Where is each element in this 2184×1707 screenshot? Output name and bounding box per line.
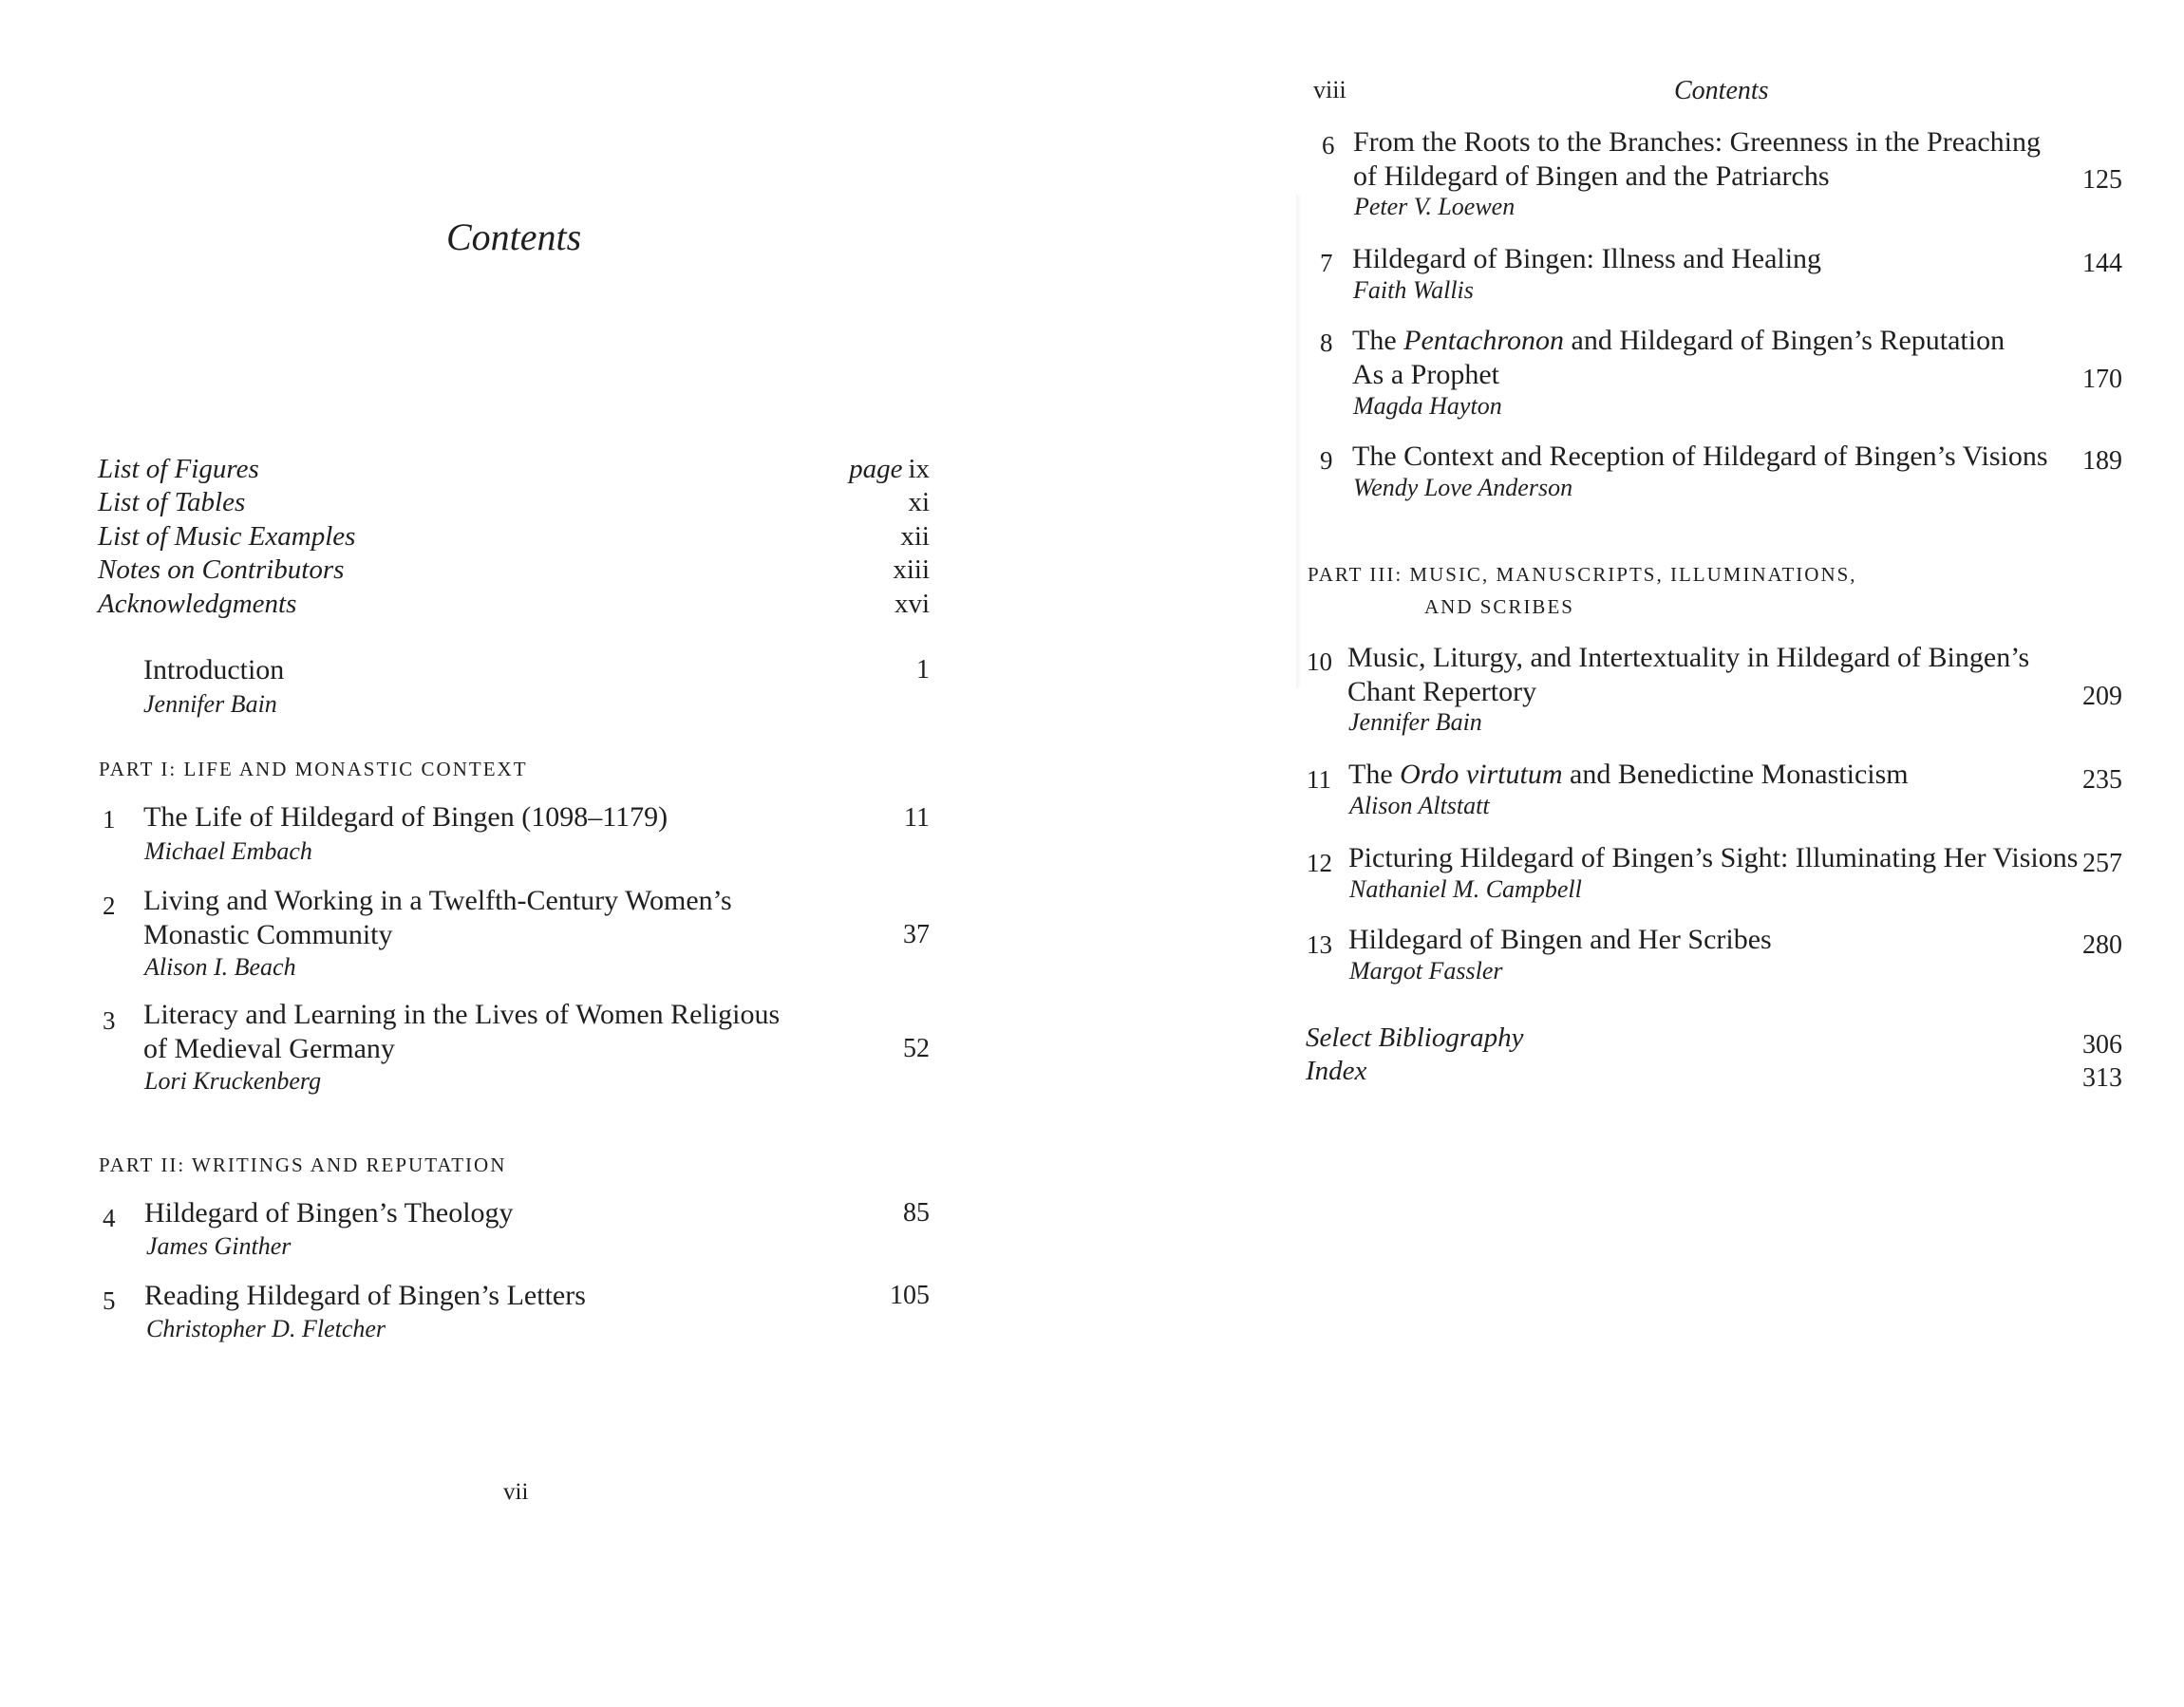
page-number-value: ix (908, 454, 930, 484)
running-title: Contents (1674, 76, 1769, 105)
toc-entry-chapter-13[interactable] (1348, 923, 1772, 957)
chapter-number: 7 (1320, 249, 1333, 277)
page-number: 170 (2082, 365, 2122, 394)
chapter-title-line: Picturing Hildegard of Bingen’s Sight: Illuminating Her Visions (1348, 842, 2079, 873)
page-number: xiii (893, 554, 930, 585)
toc-entry-chapter-3[interactable] (143, 998, 780, 1066)
chapter-number: 3 (103, 1006, 116, 1035)
toc-entry-chapter-8[interactable] (1352, 324, 2005, 392)
toc-entry-chapter-6[interactable] (1353, 125, 2041, 194)
chapter-title-line: Literacy and Learning in the Lives of Women Religious (143, 999, 781, 1030)
chapter-author: Jennifer Bain (1348, 708, 1482, 736)
chapter-number: 8 (1320, 328, 1333, 357)
toc-entry-chapter-9[interactable] (1352, 440, 2048, 474)
page-number: 144 (2082, 249, 2122, 278)
chapter-author: Michael Embach (144, 837, 312, 865)
chapter-title-line: Living and Working in a Twelfth-Century Women’s (143, 885, 732, 916)
page-number: 306 (2082, 1030, 2122, 1060)
page-number: xvi (894, 589, 930, 619)
chapter-author: Alison I. Beach (144, 953, 296, 981)
page-number: 280 (2082, 930, 2122, 960)
toc-entry-chapter-11[interactable] (1348, 758, 1909, 792)
page-number: 313 (2082, 1063, 2122, 1093)
toc-entry-list-of-music-examples[interactable]: List of Music Examples (98, 521, 356, 552)
toc-entry-acknowledgments[interactable]: Acknowledgments (98, 589, 297, 619)
toc-entry-list-of-tables[interactable]: List of Tables (98, 487, 246, 517)
chapter-title-line: of Medieval Germany (143, 1033, 395, 1064)
page-number: 235 (2082, 765, 2122, 795)
chapter-author: Jennifer Bain (143, 690, 277, 718)
toc-entry-introduction[interactable]: Introduction (143, 654, 285, 685)
chapter-title-line: As a Prophet (1352, 359, 1499, 390)
page-label: page (849, 454, 903, 484)
part-heading: PART II: WRITINGS AND REPUTATION (99, 1154, 507, 1176)
chapter-title-line: Hildegard of Bingen’s Theology (144, 1197, 514, 1229)
chapter-number: 5 (103, 1286, 116, 1315)
gutter-shadow (1296, 195, 1302, 688)
part-heading-line: PART III: MUSIC, MANUSCRIPTS, ILLUMINATIONS, (1308, 563, 1857, 586)
chapter-number: 4 (103, 1204, 116, 1232)
chapter-author: Alison Altstatt (1349, 792, 1490, 819)
toc-entry-index[interactable]: Index (1306, 1056, 1367, 1086)
chapter-number: 2 (103, 891, 116, 920)
page-number: xi (908, 487, 930, 517)
toc-entry-chapter-2[interactable] (143, 884, 732, 952)
toc-entry-chapter-12[interactable] (1348, 841, 2078, 875)
running-folio: viii (1313, 76, 1346, 103)
toc-entry-chapter-5[interactable] (144, 1279, 586, 1313)
chapter-title-line: The Pentachronon and Hildegard of Bingen’s Reputation (1352, 325, 2005, 356)
chapter-author: Faith Wallis (1353, 276, 1474, 304)
chapter-number: 10 (1307, 647, 1332, 676)
toc-entry-list-of-figures[interactable]: List of Figures (98, 454, 259, 484)
chapter-number: 13 (1307, 930, 1332, 959)
chapter-title-line: Monastic Community (143, 919, 393, 950)
page-number: 52 (903, 1034, 930, 1063)
page-title: Contents (446, 216, 582, 258)
chapter-author: Lori Kruckenberg (144, 1067, 322, 1095)
page-number: 11 (904, 803, 930, 833)
chapter-number: 9 (1320, 446, 1333, 475)
chapter-title-line: The Life of Hildegard of Bingen (1098–1179) (143, 801, 668, 833)
chapter-title-line: The Context and Reception of Hildegard of Bingen’s Visions (1352, 441, 2048, 472)
part-heading-line: AND SCRIBES (1424, 595, 1574, 618)
chapter-number: 6 (1322, 131, 1335, 159)
chapter-author: Peter V. Loewen (1354, 193, 1516, 220)
toc-entry-chapter-7[interactable] (1352, 242, 1821, 276)
chapter-author: Christopher D. Fletcher (146, 1315, 386, 1342)
toc-entry-chapter-4[interactable] (144, 1196, 514, 1230)
chapter-title-line: Hildegard of Bingen and Her Scribes (1348, 924, 1772, 955)
page-number: 125 (2082, 165, 2122, 195)
chapter-author: Margot Fassler (1349, 957, 1503, 985)
chapter-number: 11 (1307, 765, 1331, 794)
page-number: 209 (2082, 682, 2122, 711)
chapter-title-line: Chant Repertory (1347, 676, 1537, 707)
chapter-title-line: Reading Hildegard of Bingen’s Letters (144, 1280, 586, 1311)
chapter-title-line: Music, Liturgy, and Intertextuality in Hildegard of Bingen’s (1347, 642, 2030, 673)
chapter-author: Magda Hayton (1353, 392, 1502, 420)
page-number: 85 (903, 1198, 930, 1228)
chapter-number: 1 (103, 805, 116, 834)
chapter-author: Nathaniel M. Campbell (1349, 875, 1582, 903)
chapter-title-line: of Hildegard of Bingen and the Patriarchs (1353, 160, 1830, 192)
chapter-title-line: From the Roots to the Branches: Greenness in the Preaching (1353, 126, 2042, 158)
page-number: 257 (2082, 849, 2122, 878)
toc-entry-select-bibliography[interactable]: Select Bibliography (1306, 1022, 1524, 1053)
toc-entry-chapter-10[interactable] (1347, 641, 2029, 709)
chapter-title-line: The Ordo virtutum and Benedictine Monasticism (1348, 759, 1909, 790)
chapter-title-line: Hildegard of Bingen: Illness and Healing (1352, 243, 1822, 274)
toc-entry-notes-on-contributors[interactable]: Notes on Contributors (98, 554, 345, 585)
toc-entry-chapter-1[interactable] (143, 800, 668, 835)
chapter-author: James Ginther (146, 1232, 292, 1260)
page-number: 37 (903, 920, 930, 949)
part-heading: PART I: LIFE AND MONASTIC CONTEXT (99, 758, 528, 780)
chapter-author: Wendy Love Anderson (1353, 474, 1573, 501)
chapter-number: 12 (1307, 849, 1332, 877)
part-heading (1308, 558, 1857, 623)
page-number: 1 (916, 655, 930, 685)
page-number: 189 (2082, 446, 2122, 476)
page-number: 105 (890, 1281, 930, 1310)
page-number: xii (900, 521, 930, 552)
page-number (849, 454, 930, 485)
folio: vii (503, 1479, 529, 1505)
